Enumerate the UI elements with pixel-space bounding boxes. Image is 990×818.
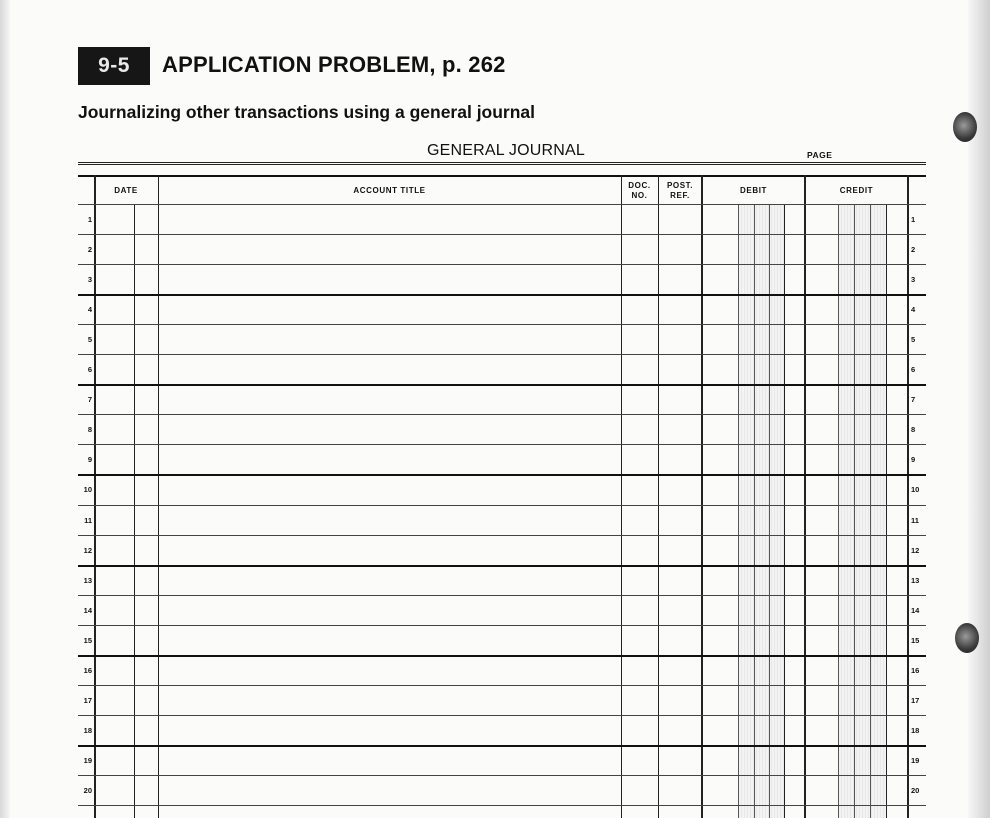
header-bottom-rule xyxy=(78,204,926,205)
column-rule xyxy=(907,175,909,818)
row-number-left: 4 xyxy=(87,305,92,314)
row-number-right: 15 xyxy=(911,636,920,645)
row-number-left: 12 xyxy=(83,546,92,555)
column-rule xyxy=(804,175,806,818)
row-number-right: 20 xyxy=(911,786,920,795)
row-rule xyxy=(78,775,926,776)
row-number-left: 16 xyxy=(83,666,92,675)
row-rule xyxy=(78,384,926,386)
journal-title: GENERAL JOURNAL xyxy=(427,142,585,159)
column-rule xyxy=(701,175,703,818)
binder-hole xyxy=(953,112,977,142)
row-number-right: 6 xyxy=(911,365,916,374)
row-number-left: 10 xyxy=(83,485,92,494)
row-number-right: 1 xyxy=(911,215,916,224)
row-rule xyxy=(78,354,926,355)
post-ref-line2: REF. xyxy=(670,191,690,200)
row-rule xyxy=(78,805,926,806)
row-number-right: 7 xyxy=(911,395,916,404)
title-rule xyxy=(78,162,926,163)
row-number-right: 17 xyxy=(911,696,920,705)
column-rule xyxy=(769,205,770,818)
row-rule xyxy=(78,685,926,686)
row-rule xyxy=(78,535,926,536)
row-number-left: 8 xyxy=(87,425,92,434)
doc-no-line2: NO. xyxy=(631,191,648,200)
row-number-right: 12 xyxy=(911,546,920,555)
row-number-right: 10 xyxy=(911,485,920,494)
row-number-right: 11 xyxy=(911,516,919,525)
row-rule xyxy=(78,565,926,567)
page-number-label: PAGE xyxy=(807,150,833,160)
row-number-left: 1 xyxy=(87,215,92,224)
page-title: APPLICATION PROBLEM, p. 262 xyxy=(162,52,506,77)
column-rule xyxy=(94,175,96,818)
post-ref-column-header xyxy=(658,181,702,201)
column-rule xyxy=(158,175,159,818)
row-number-left: 13 xyxy=(83,576,92,585)
row-rule xyxy=(78,625,926,626)
row-number-right: 14 xyxy=(911,606,920,615)
row-rule xyxy=(78,595,926,596)
row-rule xyxy=(78,294,926,296)
debit-cents-shading xyxy=(738,205,784,818)
credit-column-header: CREDIT xyxy=(839,186,874,195)
row-number-left: 9 xyxy=(87,455,92,464)
row-number-right: 2 xyxy=(911,245,916,254)
account-title-column-header: ACCOUNT TITLE xyxy=(353,186,426,195)
row-number-right: 9 xyxy=(911,455,916,464)
row-number-left: 18 xyxy=(83,726,92,735)
column-rule xyxy=(754,205,755,818)
row-number-left: 7 xyxy=(87,395,92,404)
row-rule xyxy=(78,474,926,476)
binder-hole xyxy=(955,623,979,653)
column-rule xyxy=(870,205,871,818)
row-number-left: 3 xyxy=(87,275,92,284)
row-number-right: 3 xyxy=(911,275,916,284)
column-rule xyxy=(658,175,659,818)
column-rule xyxy=(838,205,839,818)
row-number-right: 13 xyxy=(911,576,920,585)
row-number-right: 19 xyxy=(911,756,920,765)
row-number-right: 4 xyxy=(911,305,916,314)
row-rule xyxy=(78,715,926,716)
problem-number-badge: 9-5 xyxy=(78,47,150,85)
row-number-right: 8 xyxy=(911,425,916,434)
row-rule xyxy=(78,264,926,265)
table-top-border xyxy=(78,175,926,177)
row-number-right: 16 xyxy=(911,666,920,675)
post-ref-line1: POST. xyxy=(666,181,694,190)
row-rule xyxy=(78,324,926,325)
doc-no-line1: DOC. xyxy=(628,181,651,190)
paper-edge-left xyxy=(0,0,10,818)
row-rule xyxy=(78,745,926,747)
column-rule xyxy=(886,205,887,818)
row-rule xyxy=(78,234,926,235)
title-rule xyxy=(78,164,926,165)
debit-column-header: DEBIT xyxy=(740,186,767,195)
row-number-left: 20 xyxy=(83,786,92,795)
row-number-left: 5 xyxy=(87,335,92,344)
row-number-left: 17 xyxy=(83,696,92,705)
row-number-right: 18 xyxy=(911,726,920,735)
column-rule xyxy=(784,205,785,818)
row-number-left: 14 xyxy=(83,606,92,615)
row-number-right: 5 xyxy=(911,335,916,344)
doc-no-column-header xyxy=(621,181,658,201)
column-rule xyxy=(738,205,739,818)
column-rule xyxy=(134,205,135,818)
row-rule xyxy=(78,655,926,657)
row-rule xyxy=(78,414,926,415)
row-number-left: 15 xyxy=(83,636,92,645)
column-rule xyxy=(854,205,855,818)
row-number-left: 6 xyxy=(87,365,92,374)
credit-cents-shading xyxy=(838,205,886,818)
date-column-header: DATE xyxy=(114,186,138,195)
row-rule xyxy=(78,444,926,445)
row-rule xyxy=(78,505,926,506)
page-subtitle: Journalizing other transactions using a general journal xyxy=(78,102,536,122)
row-number-left: 11 xyxy=(84,516,92,525)
row-number-left: 19 xyxy=(83,756,92,765)
column-rule xyxy=(621,175,622,818)
row-number-left: 2 xyxy=(87,245,92,254)
